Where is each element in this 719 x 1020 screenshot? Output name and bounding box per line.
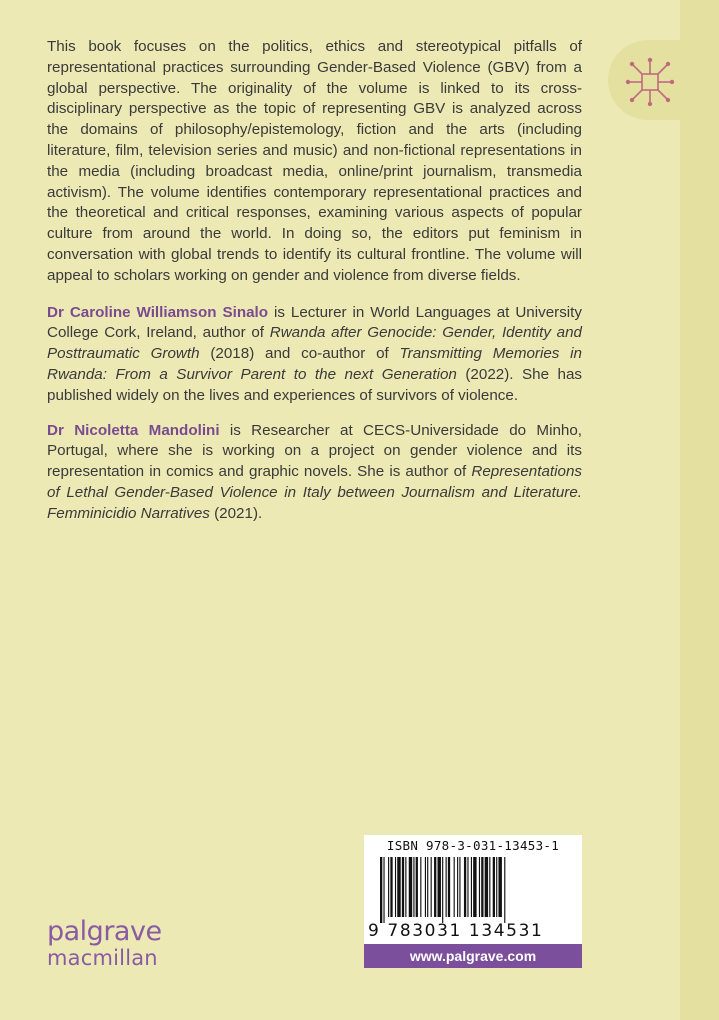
barcode-bar (473, 857, 476, 917)
barcode-bar (409, 857, 412, 917)
barcode-bar (498, 857, 501, 917)
barcode-bar (489, 857, 490, 917)
back-cover-text (47, 37, 582, 539)
barcode-bar (448, 857, 450, 917)
barcode-bar (479, 857, 480, 917)
editor-bio-2 (47, 421, 582, 525)
logo-line-1: palgrave (47, 916, 162, 947)
bio-text: (2018) and co-author of (199, 345, 400, 363)
barcode-bar (496, 857, 497, 917)
barcode-bar (397, 857, 400, 917)
barcode-bar (420, 857, 421, 917)
barcode-bar (380, 857, 382, 923)
book-title: Rwanda after Genocide: Gender, Identity and Posttraumatic Growth (47, 324, 582, 363)
barcode-bar (402, 857, 404, 917)
barcode-bar (442, 857, 443, 923)
ean-digits: 9 783031 134531 (368, 921, 544, 941)
bio-text: is Lecturer in World Languages at University College Cork, Ireland, author of (47, 303, 582, 342)
book-title: Transmitting Memories in Rwanda: From a Survivor Parent to the next Generation (47, 345, 582, 383)
bio-text: (2022). She has published widely on the lives and experiences of survivors of violence. (47, 365, 582, 404)
barcode-bar (388, 857, 389, 917)
barcode-bar (434, 857, 436, 917)
barcode-bar (427, 857, 428, 917)
barcode-bar (493, 857, 495, 917)
editor-bio-1 (47, 303, 582, 407)
editor-name: Dr Nicoletta Mandolini (47, 421, 220, 439)
barcode-bar (457, 857, 458, 917)
spine-strip (680, 0, 719, 1020)
barcode-bar (464, 857, 466, 917)
barcode-bar (485, 857, 488, 917)
book-title: Representations of Lethal Gender-Based Violence in Italy between Journalism and Literature. Femminicidio Narratives (47, 463, 582, 522)
barcode-bar (467, 857, 468, 917)
barcode (378, 857, 568, 923)
publisher-url[interactable]: www.palgrave.com (364, 944, 582, 968)
barcode-bar (383, 857, 384, 923)
publisher-logo (47, 918, 162, 970)
barcode-bar (481, 857, 483, 917)
barcode-bar (438, 857, 441, 917)
bio-text: is Researcher at CECS-Universidade do Minho, Portugal, where she is working on a project on gender violence and its representation in comics and graphic novels. She is author of (47, 421, 583, 481)
barcode-bar (459, 857, 460, 917)
barcode-bar (431, 857, 432, 917)
series-badge (608, 40, 719, 120)
logo-line-2: macmillan (47, 946, 158, 970)
summary-paragraph: This book focuses on the politics, ethics and stereotypical pitfalls of representational practices surrounding Gender-Based Violence (GBV) from a global perspective. The originality of the volume is linked to its cross-disciplinary perspective as the topic of representing GBV is analyzed across the domains of philosophy/epistemology, fiction and the arts (including literature, film, television series and music) and non-fictional representations in the media (including broadcast media, online/print journalism, transmedia activism). The volume identifies contemporary representational practices and the theoretical and critical responses, examining various aspects of popular culture from around the world. In doing so, the editors put feminism in conversation with global trends to identify its cultural frontline. The volume will appeal to scholars working on gender and violence from diverse fields. (47, 38, 582, 284)
barcode-bar (405, 857, 406, 917)
barcode-bar (390, 857, 392, 917)
barcode-bar (504, 857, 505, 923)
barcode-bar (425, 857, 426, 917)
barcode-bar (395, 857, 396, 917)
editor-name: Dr Caroline Williamson Sinalo (47, 303, 269, 321)
barcode-bar (416, 857, 418, 917)
barcode-bar (413, 857, 414, 917)
barcode-bar (471, 857, 472, 917)
bio-text: (2021). (209, 504, 263, 522)
barcode-bar (446, 857, 447, 917)
barcode-bar (454, 857, 455, 917)
isbn-label: ISBN 978-3-031-13453-1 (386, 838, 560, 853)
isbn-barcode-box (364, 835, 582, 968)
